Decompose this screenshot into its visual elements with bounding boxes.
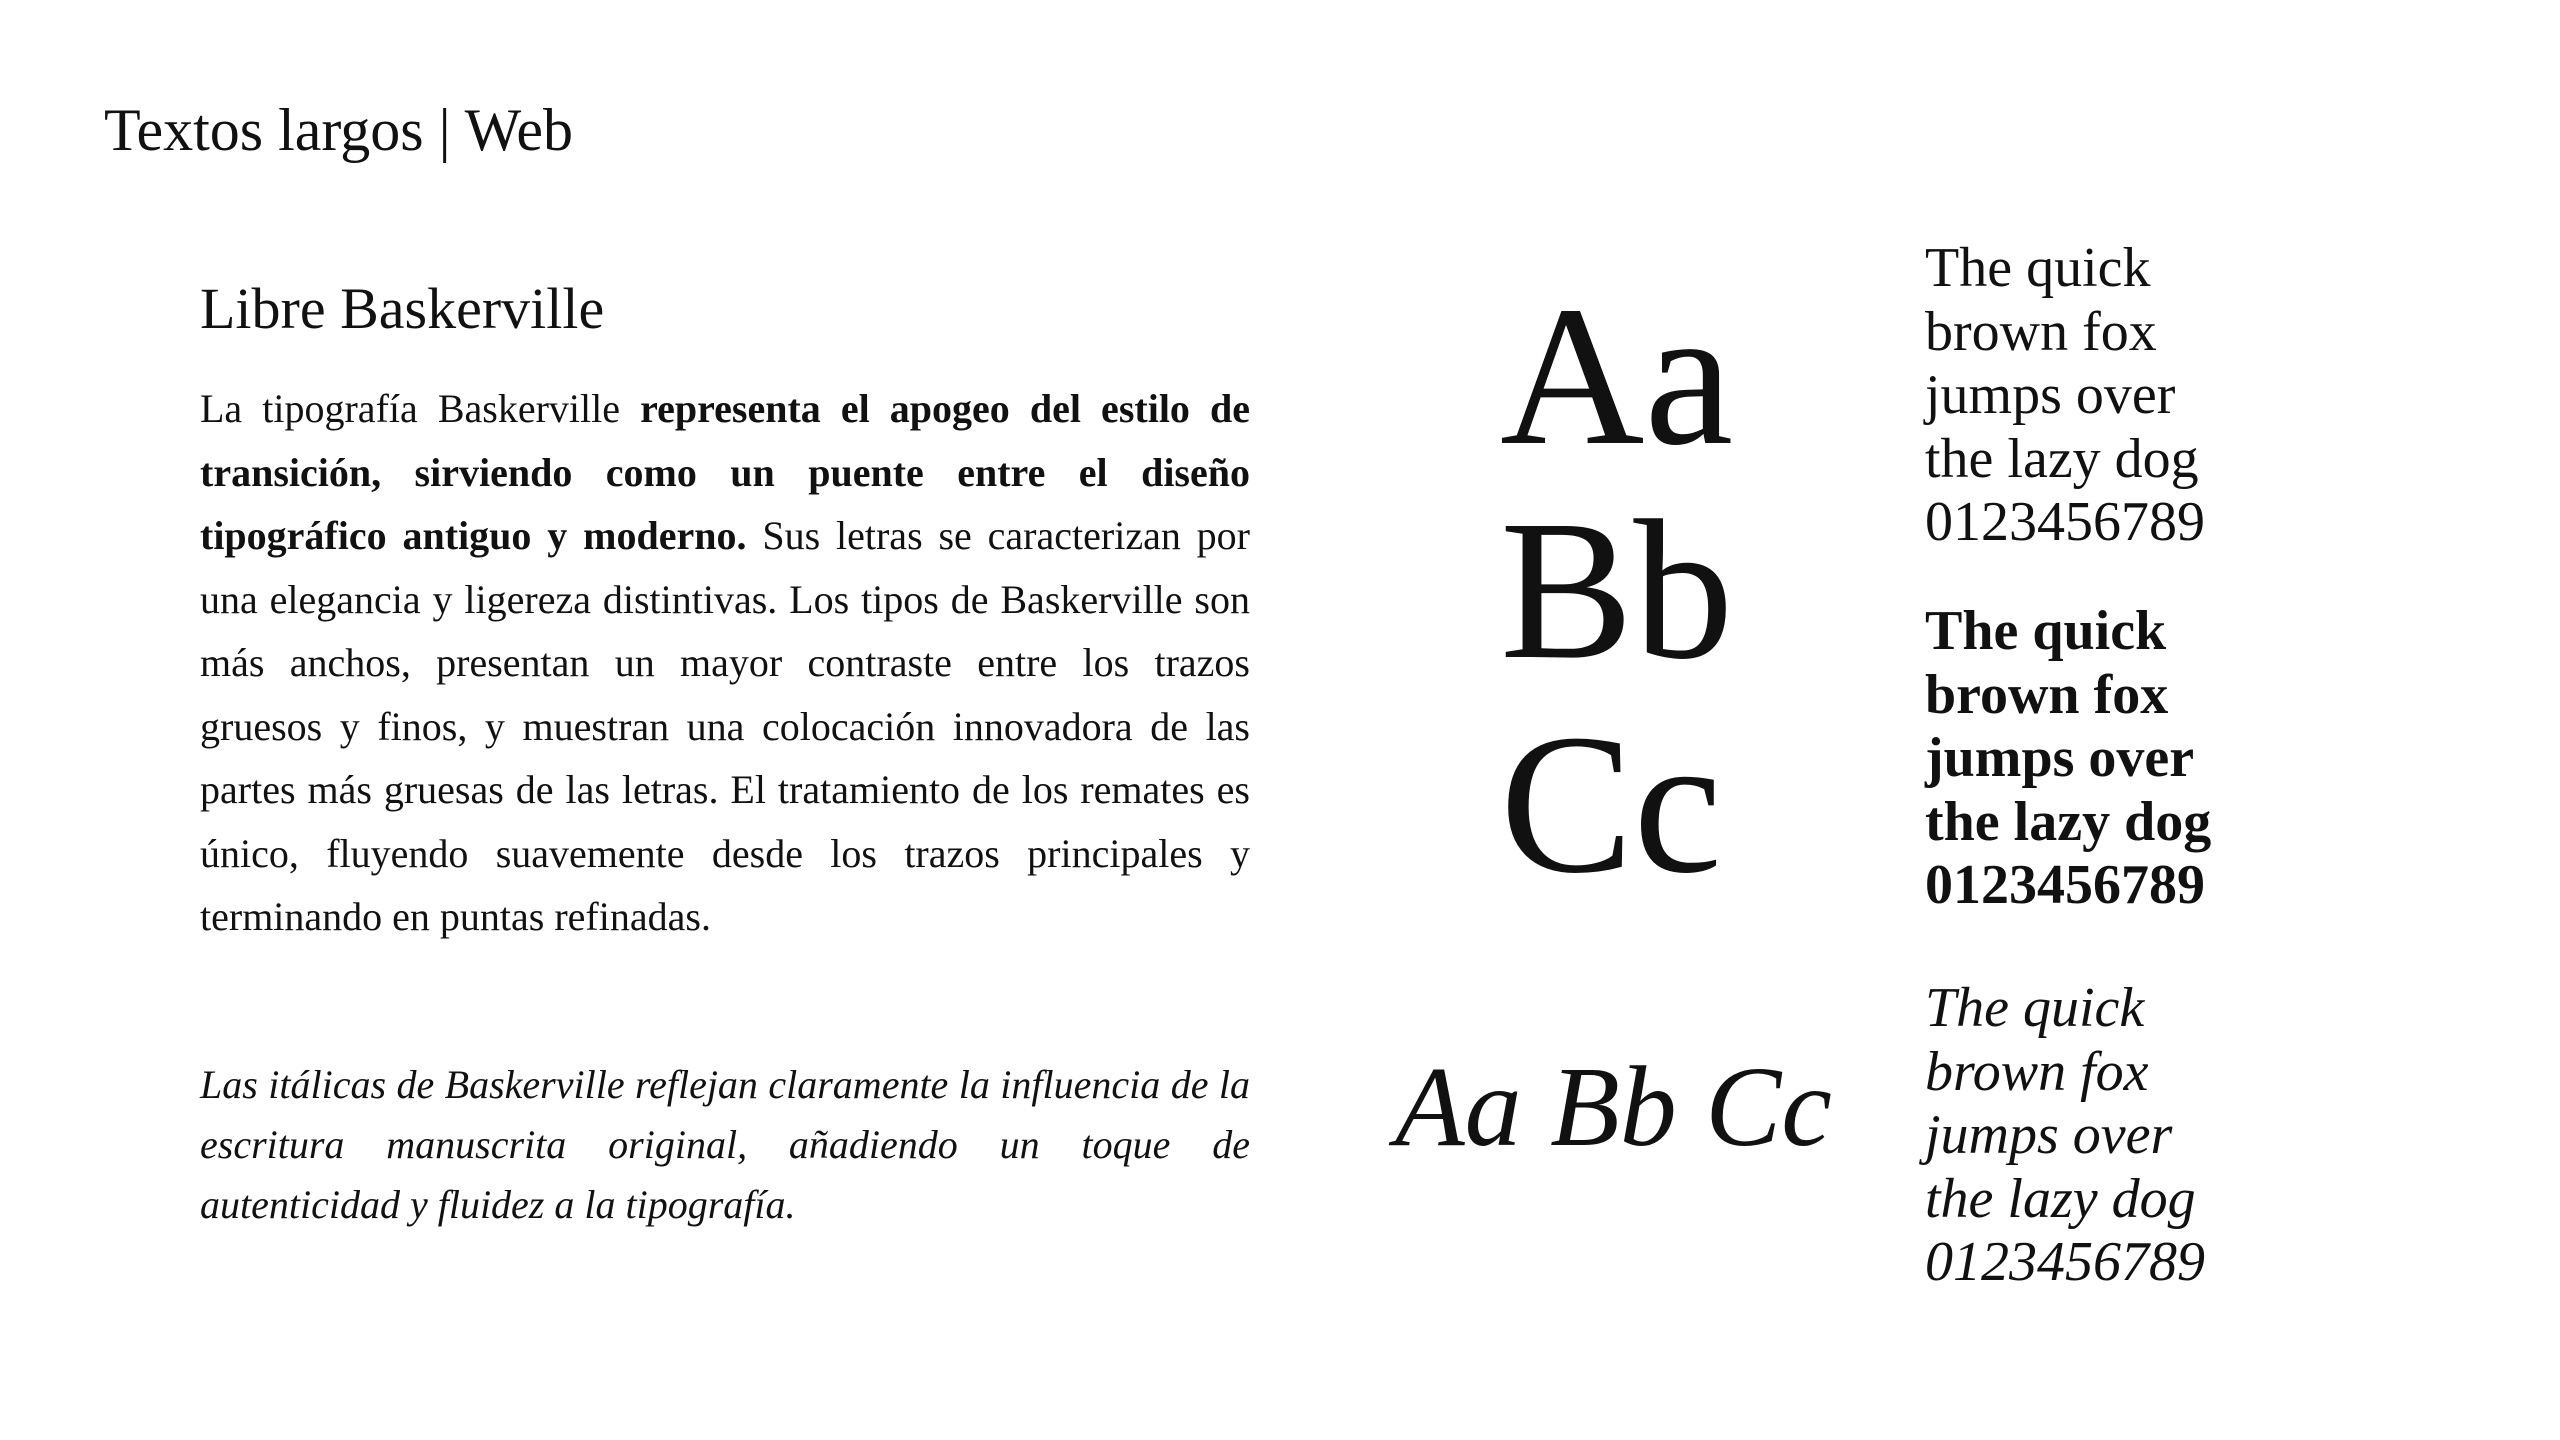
italic-letter-specimen: Aa Bb Cc xyxy=(1395,1043,1832,1170)
pangram-line: jumps over xyxy=(1925,364,2176,426)
pangram-regular xyxy=(1925,237,2205,555)
pangram-bold xyxy=(1925,600,2211,918)
description-rest: Sus letras se caracterizan por una elegancia y ligereza distintivas. Los tipos de Baskerville son más anchos, presentan un mayor contraste entre los trazos gruesos y finos, y muestran una colocación innovadora de las partes más gruesas de las letras. El tratamiento de los remates es único, fluyendo suavemente desde los trazos principales y terminando en puntas refinadas. xyxy=(200,513,1251,939)
specimen-letter-aa: Aa xyxy=(1500,266,1734,487)
description-paragraph xyxy=(200,377,1250,949)
pangram-line: the lazy dog xyxy=(1925,427,2199,490)
description-bold: representa el apogeo del estilo de transición, sirviendo como un puente entre el diseño tipográfico antiguo y moderno. xyxy=(200,386,1250,558)
pangram-line: 0123456789 xyxy=(1925,1231,2205,1293)
specimen-letter-bb: Bb xyxy=(1500,480,1734,701)
italic-paragraph: Las itálicas de Baskerville reflejan claramente la influencia de la escritura manuscrita original, añadiendo un toque de autenticidad y fluidez a la tipografía. xyxy=(200,1062,1250,1227)
specimen-letter-cc: Cc xyxy=(1500,694,1723,915)
font-name-heading: Libre Baskerville xyxy=(200,276,605,341)
pangram-line: The quick xyxy=(1925,600,2167,662)
pangram-line: The quick xyxy=(1925,237,2151,299)
pangram-line: jumps over xyxy=(1925,1104,2173,1166)
pangram-line: The quick xyxy=(1925,977,2145,1039)
pangram-line: jumps over xyxy=(1925,727,2195,789)
pangram-line: the lazy dog xyxy=(1925,790,2212,853)
pangram-line: the lazy dog xyxy=(1925,1167,2196,1230)
pangram-line: brown fox xyxy=(1925,1040,2149,1103)
pangram-line: 0123456789 xyxy=(1925,854,2205,916)
pangram-line: 0123456789 xyxy=(1925,491,2205,553)
pangram-line: brown fox xyxy=(1925,300,2157,363)
letter-specimen xyxy=(1500,266,1780,915)
pangram-italic xyxy=(1925,977,2205,1295)
pangram-line: brown fox xyxy=(1925,663,2169,726)
page-title: Textos largos | Web xyxy=(104,97,574,163)
description-lead: La tipografía Baskerville xyxy=(200,386,641,431)
